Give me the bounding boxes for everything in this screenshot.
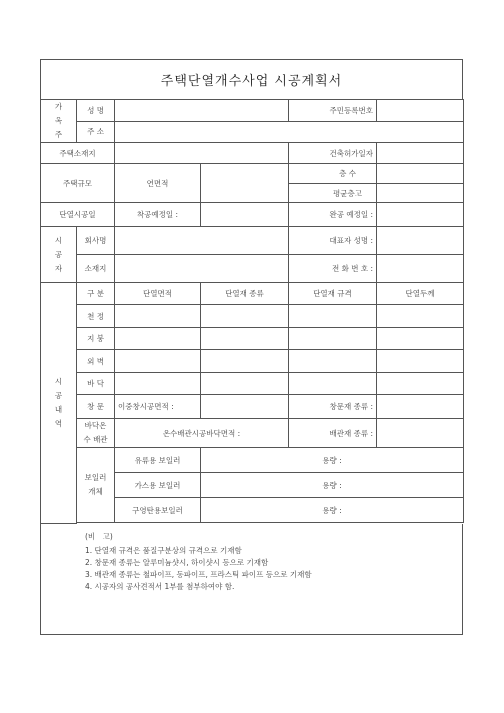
ceiling-thickness-field[interactable] <box>377 305 464 328</box>
insulation-work-label: 단열시공일 <box>41 203 115 227</box>
roof-area-field[interactable] <box>115 328 201 350</box>
completion-date-label: 완공 예정일 : <box>289 203 377 227</box>
work-row-floor-label: 바 닥 <box>77 373 115 395</box>
floor-area-field[interactable] <box>201 164 289 203</box>
pipe-type-label: 배관재 종류 : <box>289 419 377 448</box>
work-group-label <box>41 283 77 524</box>
start-date-field[interactable] <box>201 203 289 227</box>
boiler-group-text: 보일러 개체 <box>84 473 107 496</box>
floor-spec-field[interactable] <box>289 373 377 395</box>
house-location-field[interactable] <box>115 143 289 164</box>
work-header-material-spec: 단열재 규격 <box>289 283 377 305</box>
note-item-4: 4. 시공자의 공사견적서 1부를 첨부하여야 함. <box>85 581 235 591</box>
ceiling-spec-field[interactable] <box>289 305 377 328</box>
hot-water-area-cell[interactable] <box>115 419 289 448</box>
coal-boiler-capacity-cell[interactable] <box>201 498 464 523</box>
owner-address-field[interactable] <box>115 121 464 143</box>
owner-name-label: 성 명 <box>77 100 115 122</box>
owner-group-text: 가 옥 주 <box>54 102 63 139</box>
construction-plan-form <box>40 59 463 635</box>
completion-date-field[interactable] <box>377 203 464 227</box>
owner-address-label: 주 소 <box>77 121 115 143</box>
contractor-phone-field[interactable] <box>377 255 464 283</box>
work-header-category: 구 분 <box>77 283 115 305</box>
notes-heading: (비 고) <box>85 531 113 541</box>
contractor-group-label <box>41 227 77 283</box>
owner-id-field[interactable] <box>377 100 464 122</box>
work-header-material-type: 단열재 종류 <box>201 283 289 305</box>
window-type-label: 창문재 종류 : <box>289 395 377 419</box>
floor-area-label: 연면적 <box>115 164 201 203</box>
double-window-area-field[interactable] <box>201 395 289 419</box>
wall-thickness-field[interactable] <box>377 350 464 373</box>
gas-boiler-capacity-cell[interactable] <box>201 473 464 498</box>
roof-thickness-field[interactable] <box>377 328 464 350</box>
contractor-company-field[interactable] <box>115 227 289 255</box>
wall-spec-field[interactable] <box>289 350 377 373</box>
owner-id-label: 주민등록번호 <box>289 100 377 122</box>
work-row-wall-label: 외 벽 <box>77 350 115 373</box>
start-date-label: 착공예정일 : <box>115 203 201 227</box>
work-header-thickness: 단열두께 <box>377 283 464 305</box>
roof-spec-field[interactable] <box>289 328 377 350</box>
roof-type-field[interactable] <box>201 328 289 350</box>
floor-thickness-field[interactable] <box>377 373 464 395</box>
building-permit-date-label: 건축허가일자 <box>289 143 377 164</box>
coal-boiler-label: 구영탄용보일러 <box>115 498 201 523</box>
oil-boiler-label: 유류용 보일러 <box>115 448 201 473</box>
owner-group-label <box>41 100 77 143</box>
floors-label: 층 수 <box>289 164 377 184</box>
wall-type-field[interactable] <box>201 350 289 373</box>
notes-section <box>40 524 463 635</box>
pipe-type-field[interactable] <box>377 419 464 448</box>
double-window-area-label: 이중창시공면적 : <box>115 395 201 419</box>
oil-boiler-capacity-cell[interactable] <box>201 448 464 473</box>
ceiling-type-field[interactable] <box>201 305 289 328</box>
boiler-group-label <box>77 448 115 523</box>
contractor-ceo-field[interactable] <box>377 227 464 255</box>
work-header-area: 단열면적 <box>115 283 201 305</box>
work-group-text: 시 공 내 역 <box>54 376 63 428</box>
avg-floor-height-label: 평균층고 <box>289 184 377 203</box>
form-title: 주택단열개수사업 시공계획서 <box>40 59 463 99</box>
floor-pipe-label <box>77 419 115 448</box>
coal-boiler-capacity-label: 용량 : <box>322 505 342 515</box>
floors-field[interactable] <box>377 164 464 184</box>
work-row-roof-label: 지 붕 <box>77 328 115 350</box>
owner-name-field[interactable] <box>115 100 289 122</box>
note-item-3: 3. 배관재 종류는 철파이프, 동파이프, 프라스틱 파이프 등으로 기재함 <box>85 569 312 579</box>
gas-boiler-capacity-label: 용량 : <box>322 480 342 490</box>
contractor-phone-label: 전 화 번 호 : <box>289 255 377 283</box>
wall-area-field[interactable] <box>115 350 201 373</box>
floor-type-field[interactable] <box>201 373 289 395</box>
hot-water-area-label: 온수배관시공바닥면적 : <box>162 428 241 438</box>
note-item-2: 2. 창문재 종류는 알루미늄샷시, 하이샷시 등으로 기재함 <box>85 557 269 567</box>
house-scale-label: 주택규모 <box>41 164 115 203</box>
contractor-group-text: 시 공 자 <box>54 235 63 273</box>
floor-area-ins-field[interactable] <box>115 373 201 395</box>
contractor-ceo-label: 대표자 성명 : <box>289 227 377 255</box>
floor-pipe-text: 바닥온 수 배관 <box>83 421 108 444</box>
work-row-ceiling-label: 천 정 <box>77 305 115 328</box>
oil-boiler-capacity-label: 용량 : <box>322 455 342 465</box>
contractor-company-label: 회사명 <box>77 227 115 255</box>
gas-boiler-label: 가스용 보일러 <box>115 473 201 498</box>
contractor-address-field[interactable] <box>115 255 289 283</box>
building-permit-date-field[interactable] <box>377 143 464 164</box>
avg-floor-height-field[interactable] <box>377 184 464 203</box>
contractor-address-label: 소재지 <box>77 255 115 283</box>
window-type-field[interactable] <box>377 395 464 419</box>
house-location-label: 주택소재지 <box>41 143 115 164</box>
form-table <box>40 99 464 524</box>
ceiling-area-field[interactable] <box>115 305 201 328</box>
note-item-1: 1. 단열재 규격은 품질구분상의 규격으로 기재함 <box>85 545 242 555</box>
window-label: 창 문 <box>77 395 115 419</box>
